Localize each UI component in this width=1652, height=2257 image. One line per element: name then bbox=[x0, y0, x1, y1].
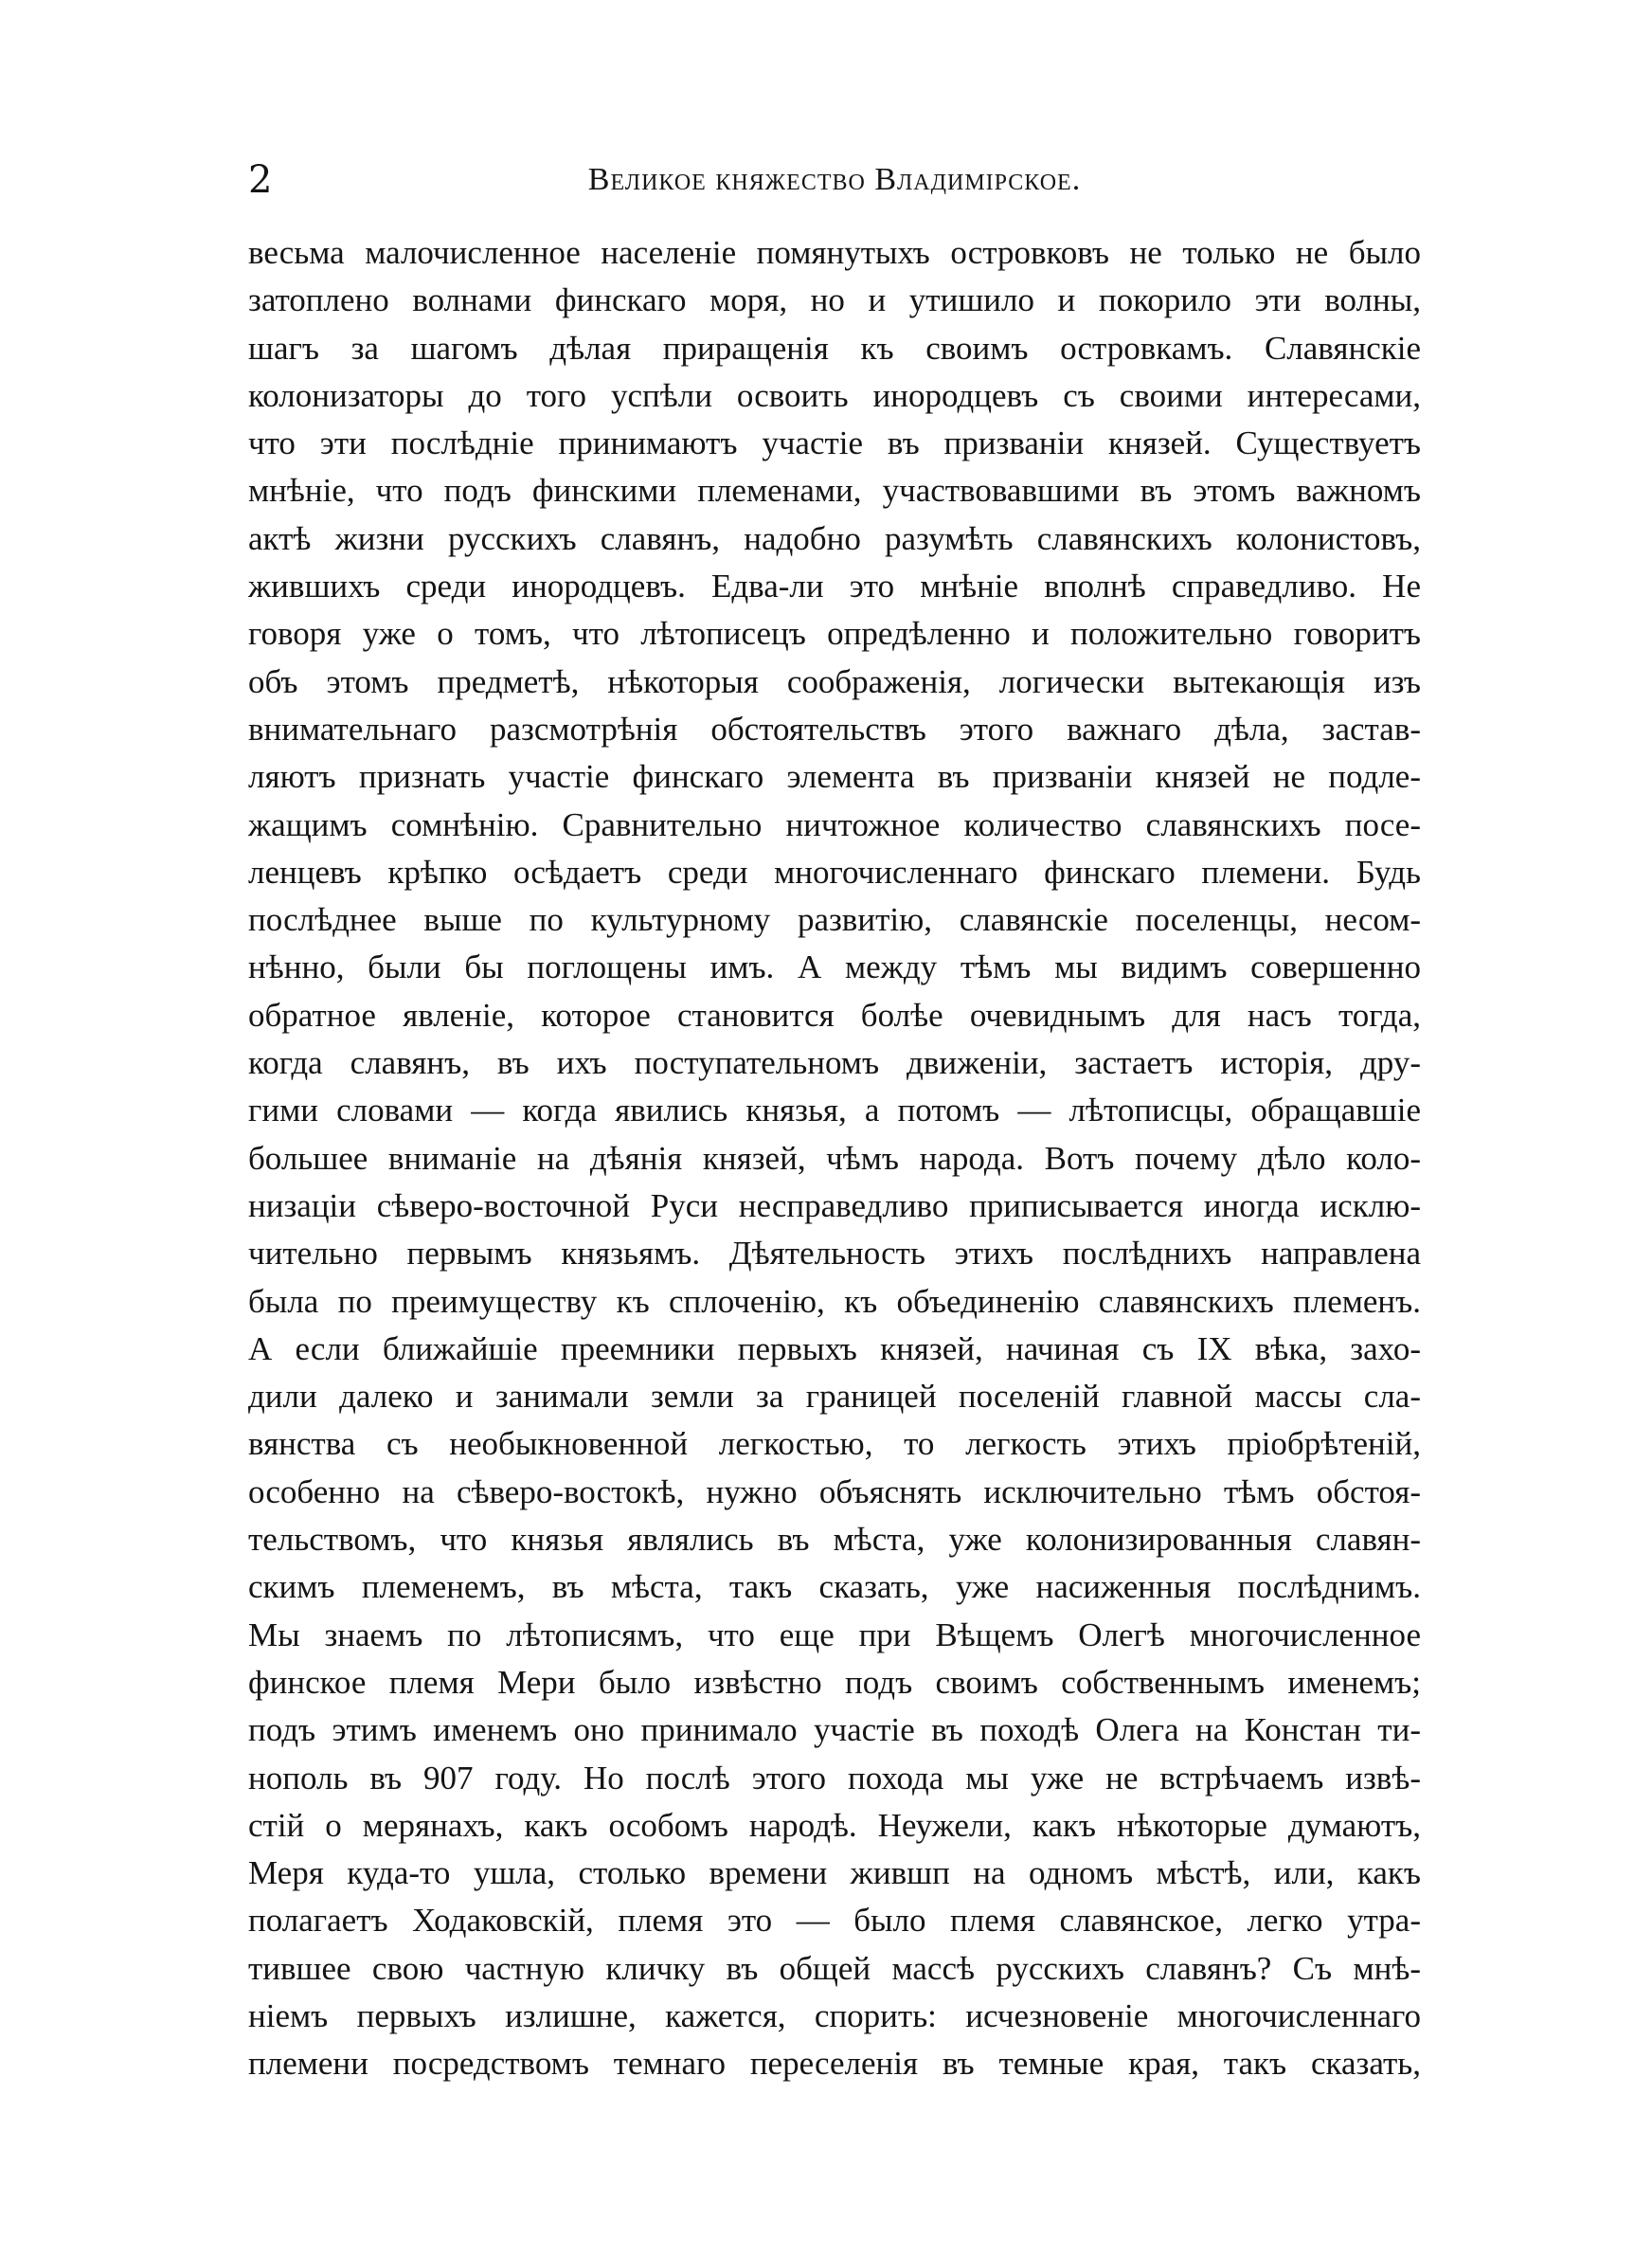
text-line: ленцевъ крѣпко осѣдаетъ среди многочисленнаго финскаго племени. Будь bbox=[248, 853, 1421, 891]
text-line: жившихъ среди инородцевъ. Едва-ли это мнѣніе вполнѣ справедливо. Не bbox=[248, 568, 1421, 605]
page-number: 2 bbox=[248, 158, 273, 202]
text-line: Мы знаемъ по лѣтописямъ, что еще при Вѣщемъ Олегѣ многочисленное bbox=[248, 1616, 1421, 1653]
text-line: актѣ жизни русскихъ славянъ, надобно разумѣть славянскихъ колонистовъ, bbox=[248, 519, 1421, 557]
text-line: говоря уже о томъ, что лѣтописецъ опредѣленно и положительно говоритъ bbox=[248, 615, 1421, 653]
text-line: полагаетъ Ходаковскій, племя это — было племя славянское, легко утра- bbox=[248, 1902, 1421, 1940]
text-line: ляютъ признать участіе финскаго элемента въ призваніи князей не подле- bbox=[248, 758, 1421, 796]
text-line: низаціи сѣверо-восточной Руси несправедливо приписывается иногда исклю- bbox=[248, 1186, 1421, 1224]
text-line: подъ этимъ именемъ оно принимало участіе въ походѣ Олега на Констан ти- bbox=[248, 1711, 1421, 1749]
text-line: чительно первымъ князьямъ. Дѣятельность этихъ послѣднихъ направлена bbox=[248, 1235, 1421, 1273]
text-line: нѣнно, были бы поглощены имъ. А между тѣмъ мы видимъ совершенно bbox=[248, 948, 1421, 986]
text-line: вянства съ необыкновенной легкостью, то легкость этихъ пріобрѣтеній, bbox=[248, 1425, 1421, 1463]
text-line: А если ближайшіе преемники первыхъ князей, начиная съ IX вѣка, захо- bbox=[248, 1329, 1421, 1367]
text-line: жащимъ сомнѣнію. Сравнительно ничтожное количество славянскихъ посе- bbox=[248, 805, 1421, 843]
text-line: Меря куда-то ушла, столько времени жившп на одномъ мѣстѣ, или, какъ bbox=[248, 1854, 1421, 1892]
text-line: особенно на сѣверо-востокѣ, нужно объяснять исключительно тѣмъ обстоя- bbox=[248, 1472, 1421, 1510]
text-line: гими словами — когда явились князья, а потомъ — лѣтописцы, обращавшіе bbox=[248, 1092, 1421, 1129]
text-line: обратное явленіе, которое становится болѣе очевиднымъ для насъ тогда, bbox=[248, 996, 1421, 1034]
text-line: колонизаторы до того успѣли освоить инородцевъ съ своими интересами, bbox=[248, 376, 1421, 414]
body-text bbox=[248, 229, 1421, 2088]
text-line: шагъ за шагомъ дѣлая приращенія къ своимъ островкамъ. Славянскіе bbox=[248, 329, 1421, 367]
text-line: весьма малочисленное населеніе помянутыхъ островковъ не только не было bbox=[248, 234, 1421, 271]
text-line: финское племя Мери было извѣстно подъ своимъ собственнымъ именемъ; bbox=[248, 1663, 1421, 1701]
text-line: племени посредствомъ темнаго переселенія въ темные края, такъ сказать, bbox=[248, 2045, 1421, 2083]
text-line: когда славянъ, въ ихъ поступательномъ движеніи, застаетъ исторія, дру- bbox=[248, 1044, 1421, 1082]
text-line: мнѣніе, что подъ финскими племенами, участвовавшими въ этомъ важномъ bbox=[248, 472, 1421, 510]
running-head: Великое княжество Владимірское. bbox=[587, 162, 1082, 197]
text-line: объ этомъ предметѣ, нѣкоторыя соображенія, логически вытекающія изъ bbox=[248, 662, 1421, 700]
text-line: послѣднее выше по культурному развитію, славянскіе поселенцы, несом- bbox=[248, 901, 1421, 939]
text-line: стій о мерянахъ, какъ особомъ народѣ. Неужели, какъ нѣкоторые думаютъ, bbox=[248, 1806, 1421, 1844]
text-line: тившее свою частную кличку въ общей массѣ русскихъ славянъ? Съ мнѣ- bbox=[248, 1949, 1421, 1987]
text-line: большее вниманіе на дѣянія князей, чѣмъ народа. Вотъ почему дѣло коло- bbox=[248, 1139, 1421, 1177]
text-line: была по преимуществу къ сплоченію, къ объединенію славянскихъ племенъ. bbox=[248, 1282, 1421, 1320]
text-line: что эти послѣдніе принимаютъ участіе въ призваніи князей. Существуетъ bbox=[248, 424, 1421, 462]
text-line: нополь въ 907 году. Но послѣ этого похода мы уже не встрѣчаемъ извѣ- bbox=[248, 1759, 1421, 1797]
text-line: тельствомъ, что князья являлись въ мѣста, уже колонизированныя славян- bbox=[248, 1521, 1421, 1559]
text-line: ніемъ первыхъ излишне, кажется, спорить: исчезновеніе многочисленнаго bbox=[248, 1996, 1421, 2034]
text-line: скимъ племенемъ, въ мѣста, такъ сказать, уже насиженныя послѣднимъ. bbox=[248, 1568, 1421, 1606]
page-header bbox=[248, 152, 1421, 208]
text-line: затоплено волнами финскаго моря, но и утишило и покорило эти волны, bbox=[248, 281, 1421, 319]
text-line: дили далеко и занимали земли за границей поселеній главной массы сла- bbox=[248, 1378, 1421, 1416]
text-line: внимательнаго разсмотрѣнія обстоятельствъ этого важнаго дѣла, застав- bbox=[248, 710, 1421, 748]
